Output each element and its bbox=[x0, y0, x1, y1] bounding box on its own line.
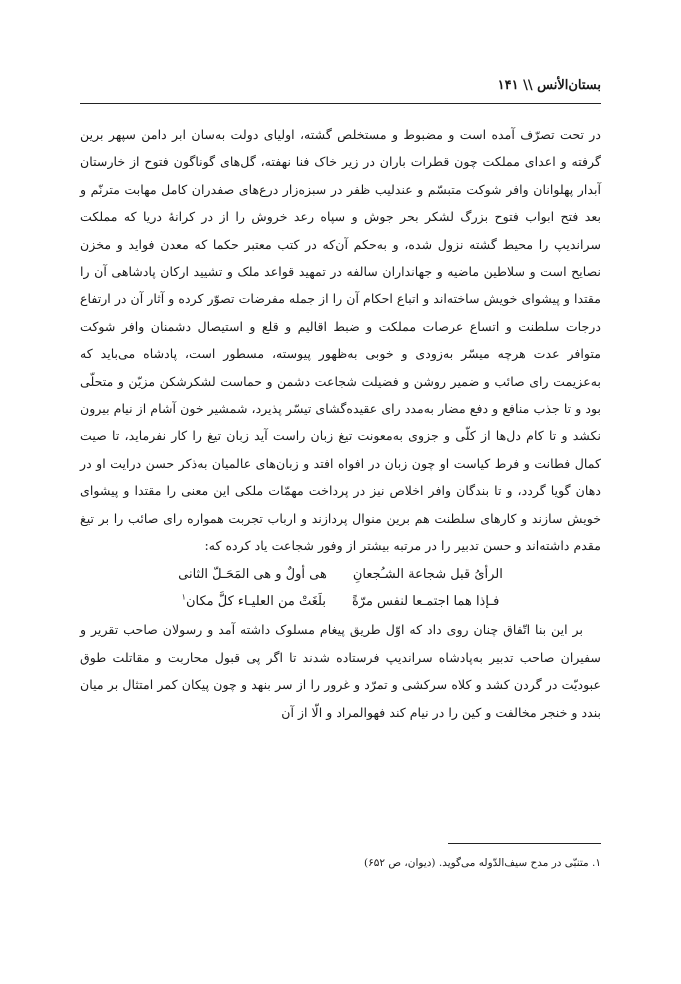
running-header: بستان‌الأنس \\ ۱۴۱ bbox=[497, 78, 601, 93]
paragraph-2: بر این بنا اتّفاق چنان روی داد که اوّل طریق پیغام مسلوک داشته آمد و رسولان صاحب تقریر و سفیران صاحب تدبیر به‌پادشاه سراندیپ فرستاده شدند تا اگر پی قبول محاربت و مقاتلت طوق عبودیّت در گردن کشد و کلاه سرکشی و تمرّد و غرور را از سر بنهد و چون پیکان کمر امتثال بر میان بندد و خنجر مخالفت و کین را در نیام کند فهوالمراد و الّا از آن bbox=[80, 622, 601, 720]
poem-hemistich: هی أولٌ و هی المَحَـلّ الثانی bbox=[178, 566, 327, 582]
poem-hemistich-with-note bbox=[182, 588, 326, 615]
main-text bbox=[80, 121, 601, 726]
header-rule bbox=[80, 103, 601, 104]
paragraph-1: در تحت تصرّف آمده است و مضبوط و مستخلص گشته، اولیای دولت به‌سان ابر دامن سپهر برین گرفته و اعدای مملکت چون قطرات باران در زیر خاک فنا نهفته، گل‌های گوناگون فتوح از خارستان آبدار پهلوانان وافر شوکت متبسّم و عندلیب ظفر در سبزه‌زار درع‌های صفدران کامل مهابت مترنّم و بعد فتح ابواب فتوح بزرگ لشکر بحر جوش و سپاه رعد خروش را از در کرانهٔ دریا که مملکت سراندیپ را محیط گشته نزول شده، و به‌حکم آن‌که در کتب معتبر حکما که معدن فواید و مخزن نصایح است و سلاطین ماضیه و جهانداران سالفه در تمهید قواعد ملک و تشیید ارکان پادشاهی آن را مقتدا و پیشوای خویش ساخته‌اند و اتباع احکام آن را از جمله مفرضات تصوّر کرده و آثار آن در ارتفاع درجات سلطنت و اتساع عرصات مملکت و ضبط اقالیم و قلع و استیصال دشمنان وافر شوکت متوافر عدت هرچه میسّر به‌زودی و خوبی به‌ظهور پیوسته، مسطور است، پادشاه می‌باید که به‌عزیمت رای صائب و ضمیر روشن و فضیلت شجاعت دشمن و حماست لشکرشکن مزیّن و متحلّی بود و تا جذب منافع و دفع مضار به‌مدد رای عقیده‌گشای تیسّر پذیرد، شمشیر خون آشام از نیام بیرون نکشد و تا کام دل‌ها از کلّی و جزوی به‌معونت تیغ زبان راست آید زبان تیغ را کار نفرماید، تا صیت کمال فطانت و فرط کیاست او چون زبان در افواه افتد و زبان‌های عالمیان به‌ذکر حسن درایت او در دهان گویا گردد، و تا بندگان وافر اخلاص نیز در پرداخت مهمّات ملکی این معنی را مقتدا و پیشوای خویش سازند و کارهای سلطنت هم برین منوال پردازند و ارباب تجربت همواره رای صائب را بر تیغ مقدم داشته‌اند و حسن تدبیر را در مرتبه بیشتر از وفور شجاعت یاد کرده که: bbox=[80, 127, 601, 554]
poem bbox=[80, 561, 601, 616]
footnote-rule bbox=[448, 843, 601, 844]
poem-line-1 bbox=[80, 561, 601, 588]
poem-line-2 bbox=[80, 588, 601, 615]
poem-hemistich: فـإذا هما اجتمـعا لنفس مرّةً bbox=[351, 593, 500, 609]
poem-hemistich-text: بلَغَتْ من العلیـاء کلَّ مکان bbox=[185, 593, 326, 609]
footnote: ۱. متنبّی در مدح سیف‌الدّوله می‌گوید. (دیوان، ص ۶۵۲) bbox=[363, 857, 601, 869]
footnote-marker: ۱ bbox=[181, 592, 186, 602]
poem-hemistich: الرأیُ قبل شجاعة الشـُجعانِ bbox=[352, 566, 503, 582]
